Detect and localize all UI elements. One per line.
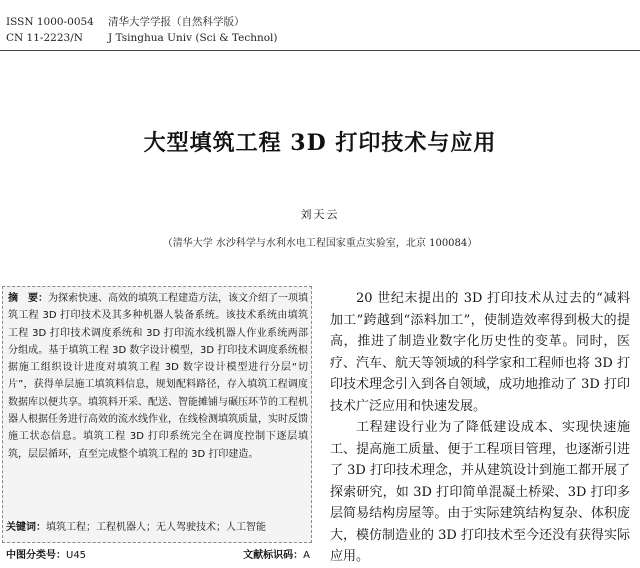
- cn-number: CN 11-2223/N: [6, 32, 83, 44]
- paper-title: 大型填筑工程 3D 打印技术与应用: [143, 130, 497, 156]
- journal-name-block: [108, 14, 278, 46]
- doc-code: [243, 546, 310, 561]
- affiliation: （清华大学 水沙科学与水利水电工程国家重点实验室，北京 100084）: [162, 238, 478, 249]
- keywords: [6, 518, 310, 533]
- keywords-label: 关键词：: [6, 522, 46, 533]
- abstract-text: 为探索快速、高效的填筑工程建造方法，该文介绍了一项填筑工程 3D 打印技术及其多种机器人装备系统。该技术系统由填筑工程 3D 打印技术调度系统和 3D 打印流水线机器人作业系统两部分组成。基于填筑工程 3D 数字设计模型，3D 打印技术调度系统根据施工组织设计进度对填筑工程 3D 数字设计模型进行分层“切片”，获得单层施工填筑料信息，规划配料路径，存入填筑工程调度数据库以便共享。填筑料开采、配送、智能摊铺与碾压环节的工程机器人根据任务进行高效的流水线作业，在线检测填筑质量，实时反馈施工状态信息。填筑工程 3D 打印系统完全在调度控制下逐层填筑，层层循环，直至完成整个填筑工程的 3D 打印建造。: [8, 293, 308, 460]
- classification-line: [6, 546, 310, 561]
- abstract: [8, 290, 308, 463]
- keywords-text: 填筑工程；工程机器人；无人驾驶技术；人工智能: [46, 522, 266, 533]
- journal-name-cn: 清华大学学报（自然科学版）: [108, 16, 245, 28]
- journal-name-en: J Tsinghua Univ (Sci & Technol): [108, 32, 278, 44]
- body-column: [330, 288, 630, 568]
- clc-label: 中图分类号：: [6, 550, 66, 561]
- issn: ISSN 1000-0054: [6, 16, 94, 28]
- body-paragraph: 工程建设行业为了降低建设成本、实现快速施工、提高施工质量、便于工程项目管理，也逐渐引进了 3D 打印技术理念，并从建筑设计到施工都开展了探索研究，如 3D 打印简单混凝土桥梁、3D 打印多层简易结构房屋等。由于实际建筑结构复杂、体积庞大，模仿制造业的 3D 打印技术至今还没有获得实际应用。: [330, 420, 630, 564]
- journal-id-block: [6, 14, 94, 46]
- body-paragraph: 20 世纪末提出的 3D 打印技术从过去的“减料加工”跨越到“添料加工”，使制造效率得到极大的提高，推进了制造业数字化历史性的变革。同时，医疗、汽车、航天等领域的科学家和工程师也将 3D 打印技术理念引入到各自领域，成功地推动了 3D 打印技术广泛应用和快速发展。: [330, 291, 630, 414]
- doc-code-label: 文献标识码：: [243, 550, 304, 561]
- doc-code-value: A: [303, 550, 310, 561]
- clc-number: [6, 546, 86, 561]
- abstract-label: 摘 要：: [8, 293, 48, 304]
- author: 刘天云: [300, 208, 340, 221]
- header-rule: [0, 50, 640, 51]
- clc-value: U45: [66, 550, 87, 561]
